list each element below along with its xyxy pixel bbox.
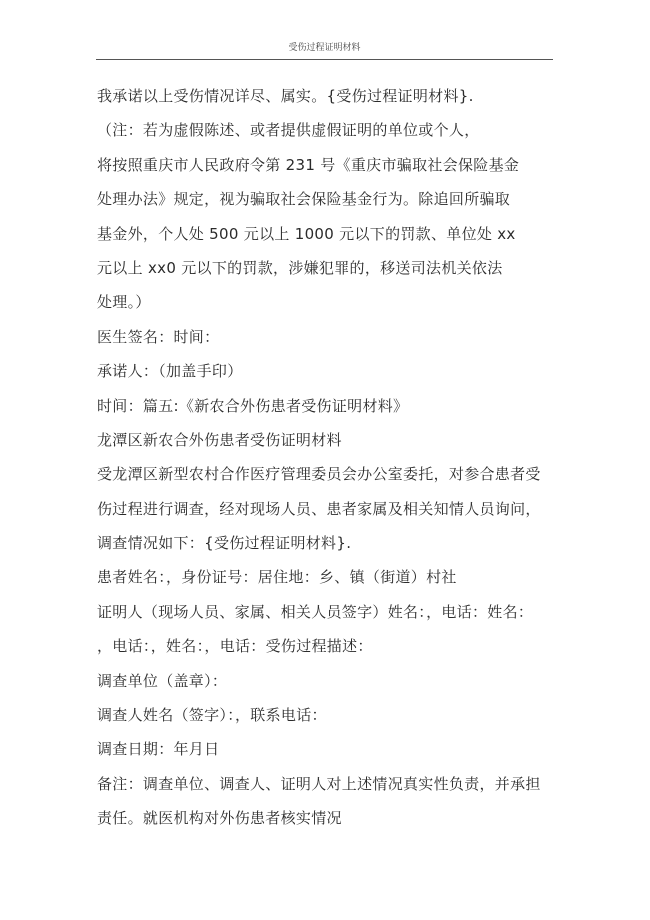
- promisor-line: 承诺人：（加盖手印）: [97, 362, 243, 381]
- header-title: 受伤过程证明材料: [288, 43, 361, 53]
- text-line: 伤过程进行调查，经对现场人员、患者家属及相关知情人员询问，: [97, 499, 541, 518]
- text-line: 时间：篇五:《新农合外伤患者受伤证明材料》: [97, 396, 409, 415]
- section-title: 龙潭区新农合外伤患者受伤证明材料: [97, 430, 342, 449]
- text-line: 处理办法》规定，视为骗取社会保险基金行为。除追回所骗取: [97, 190, 511, 209]
- page-header: [96, 38, 553, 60]
- text-line: 基金外，个人处 500 元以上 1000 元以下的罚款、单位处 xx: [97, 224, 516, 243]
- remarks-line: 备注：调查单位、调查人、证明人对上述情况真实性负责，并承担: [97, 774, 541, 793]
- text-line: 处理。）: [97, 293, 151, 312]
- text-line: 我承诺以上受伤情况详尽、属实。{受伤过程证明材料}.: [97, 87, 474, 105]
- text-line: 将按照重庆市人民政府令第 231 号《重庆市骗取社会保险基金: [97, 155, 520, 174]
- investigation-date-line: 调查日期：年月日: [97, 740, 220, 759]
- text-line: 元以上 xx0 元以下的罚款，涉嫌犯罪的，移送司法机关依法: [97, 258, 503, 277]
- text-line: （注：若为虚假陈述、或者提供虚假证明的单位或个人，: [97, 121, 480, 140]
- document-body: [97, 79, 557, 836]
- remarks-line: 责任。就医机构对外伤患者核实情况: [97, 809, 342, 828]
- witness-line: 证明人（现场人员、家属、相关人员签字）姓名：，电话：姓名：: [97, 602, 534, 621]
- witness-line: ，电话：，姓名：，电话：受伤过程描述：: [97, 637, 373, 656]
- investigating-unit-line: 调查单位（盖章）：: [97, 671, 228, 690]
- investigator-line: 调查人姓名（签字）：，联系电话：: [97, 706, 327, 725]
- patient-info-line: 患者姓名：，身份证号：居住地：乡、镇（街道）村社: [97, 568, 457, 587]
- text-line: 受龙潭区新型农村合作医疗管理委员会办公室委托，对参合患者受: [97, 465, 541, 484]
- doctor-signature-line: 医生签名：时间：: [97, 327, 220, 346]
- text-line: 调查情况如下：{受伤过程证明材料}.: [97, 534, 352, 553]
